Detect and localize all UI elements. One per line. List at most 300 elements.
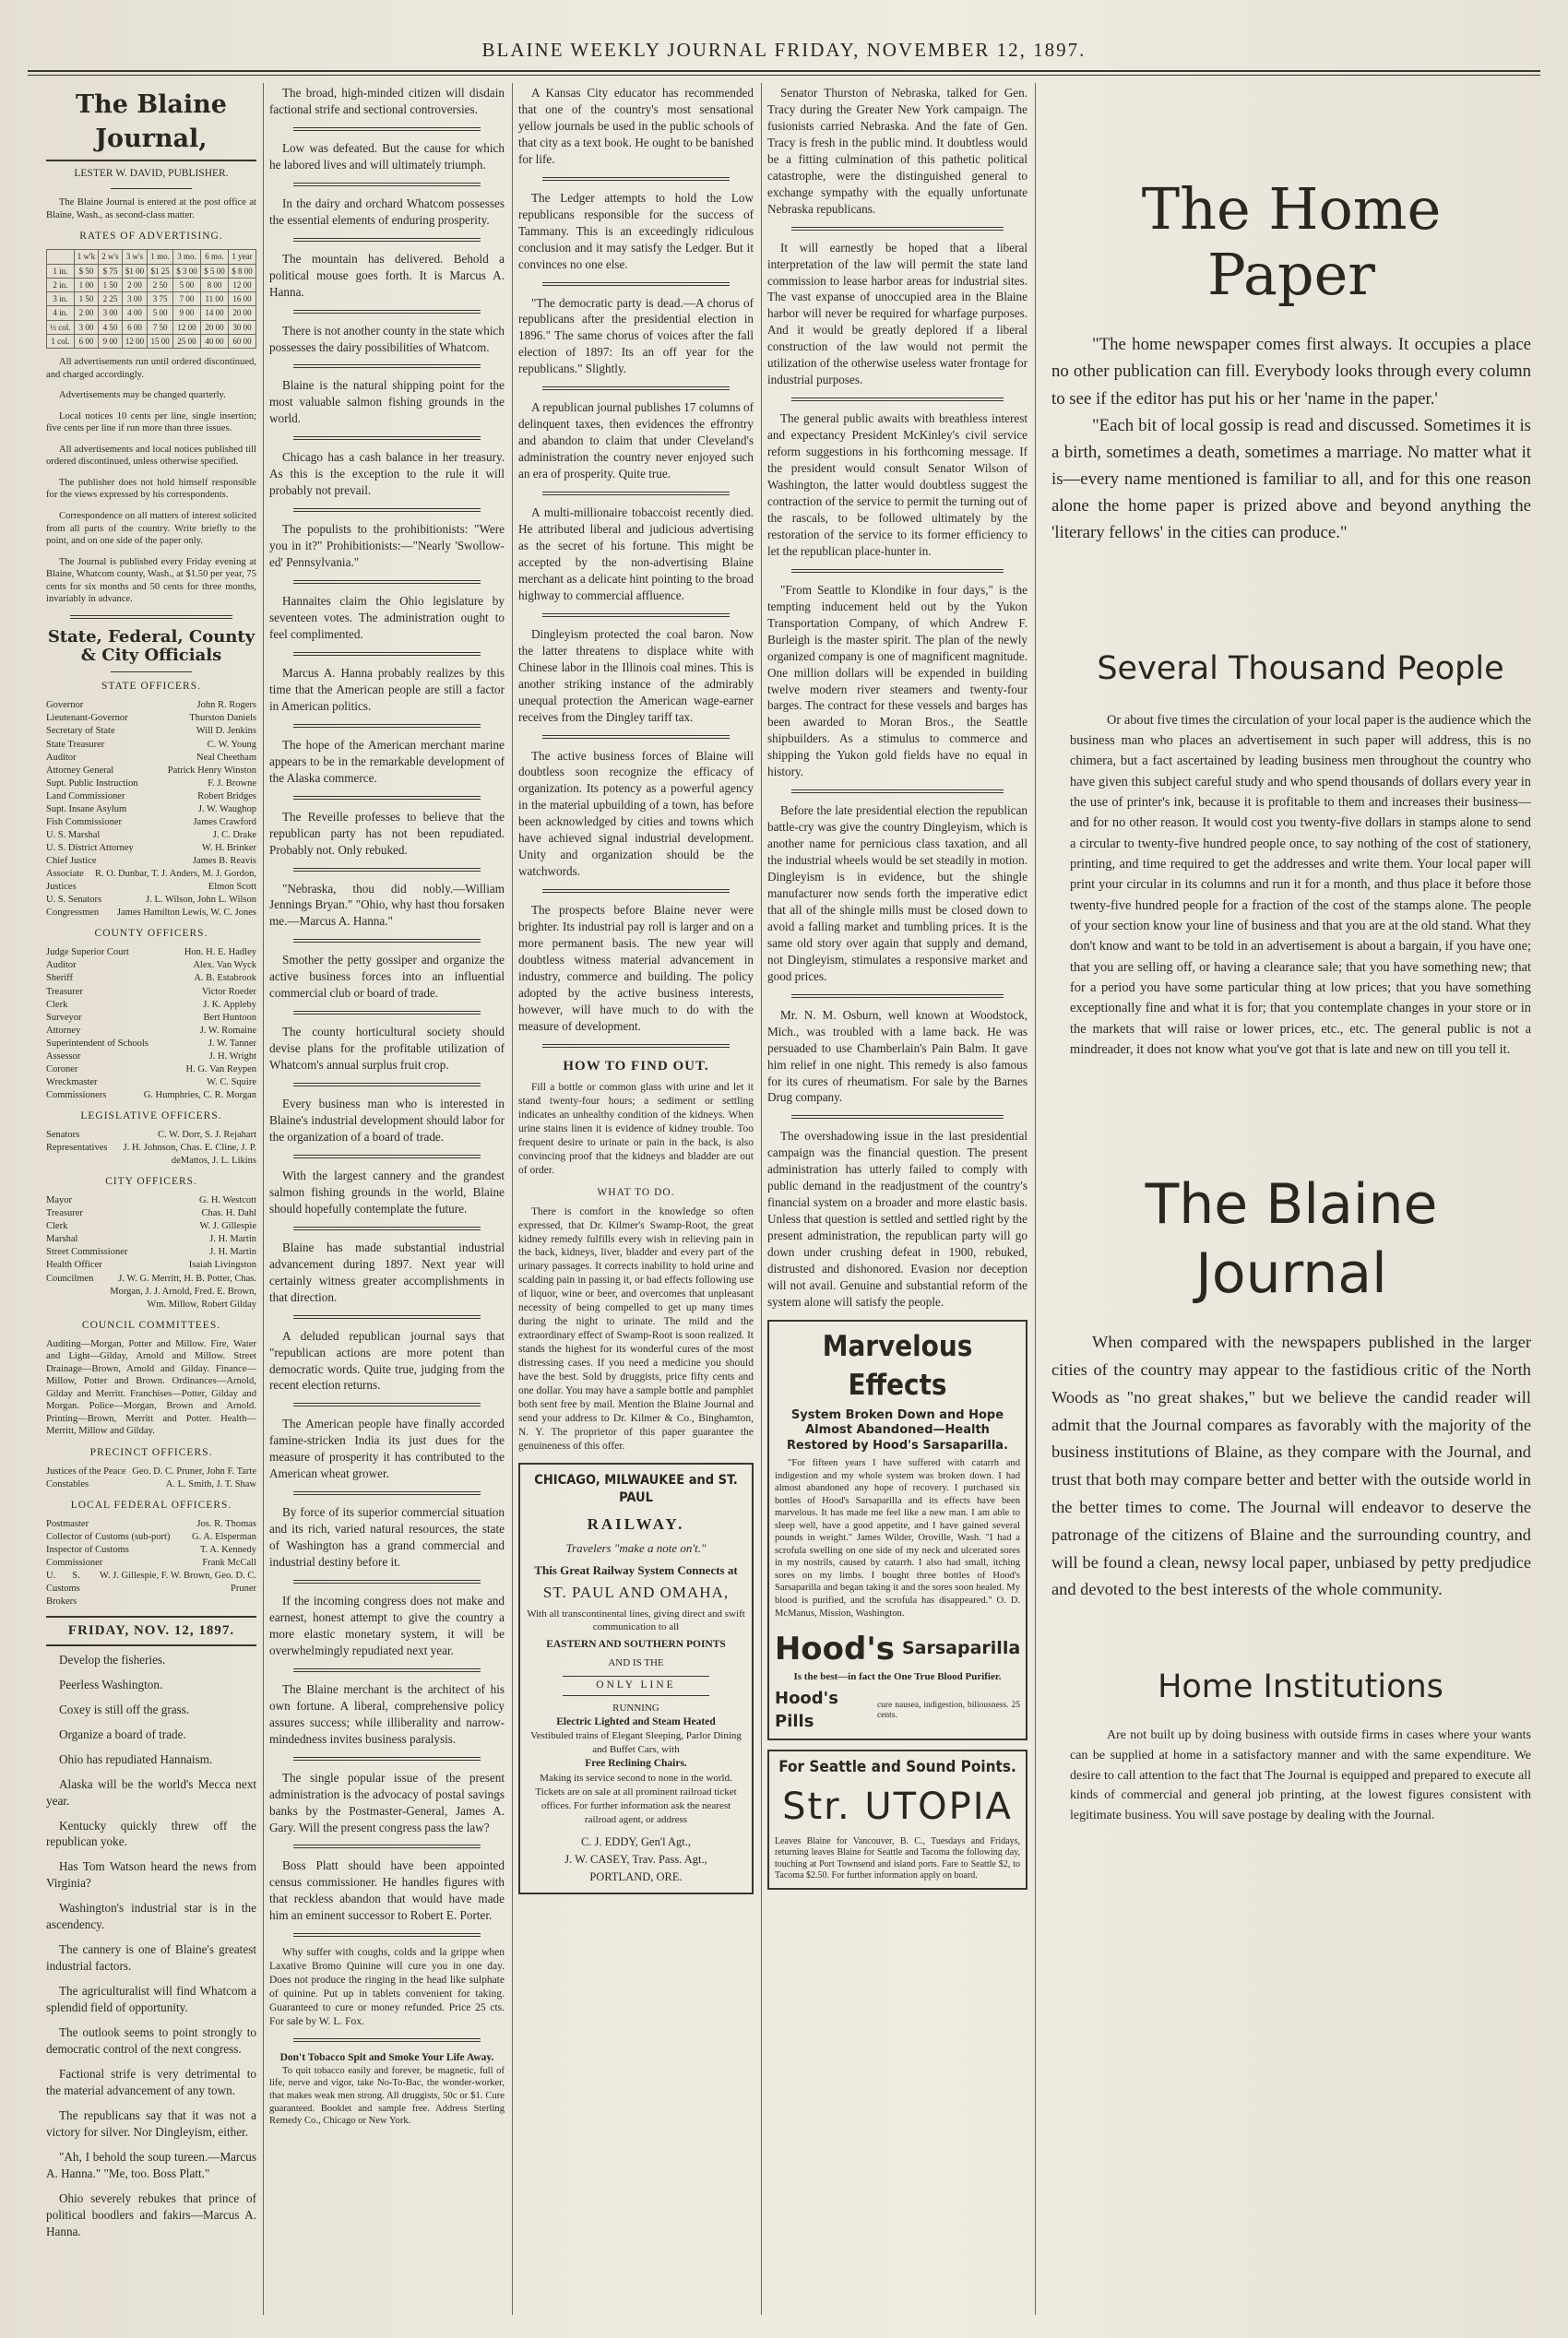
editorial-item: Chicago has a cash balance in her treasury. As this is the exception to the rule it will probably not prevail. xyxy=(269,450,505,498)
rates-cell: 9 00 xyxy=(173,306,201,320)
column-rule xyxy=(761,83,762,2315)
separator xyxy=(293,652,481,656)
officer-name: Robert Bridges xyxy=(197,790,256,801)
officer-role: Supt. Insane Asylum xyxy=(46,803,127,814)
officer-role: Associate Justices xyxy=(46,869,84,893)
rates-cell: 1 col. xyxy=(47,334,75,348)
rates-cell: 1 in. xyxy=(47,264,75,278)
rates-header-row xyxy=(47,250,256,264)
editorial-item: Blaine is the natural shipping point for the most valuable salmon fishing grounds in the world. xyxy=(269,378,505,426)
column-rule xyxy=(263,83,264,2315)
county-officers-title: COUNTY OFFICERS. xyxy=(94,928,208,940)
rule-text: The publisher does not hold himself responsible for the views expressed by his correspondents. xyxy=(46,477,256,501)
editorial-item: Blaine has made substantial industrial advancement during 1897. Next year will certainly witness greater accomplishments in that direction. xyxy=(269,1240,505,1304)
officer-row xyxy=(46,907,256,920)
separator xyxy=(293,1491,481,1495)
editorial-item: Smother the petty gossiper and organize the active business forces into an influential commercial club or board of trade. xyxy=(269,953,505,1001)
separator xyxy=(293,939,481,943)
find-out-body: Fill a bottle or common glass with urine and let it stand twenty-four hours; a sediment or settling indicates an unhealthy condition of the kidneys. When urine stains linen it is evidence of kidney trouble. Too frequent desire to urinate or pain in the back, is also convincing proof that the kidneys and bladder are out of order. xyxy=(518,1082,754,1176)
rates-cell: 8 00 xyxy=(201,278,229,291)
editorial-item: If the incoming congress does not make and earnest, honest attempt to give the country a more elastic monetary system, it will be overwhelmingly repudiated next year. xyxy=(269,1594,505,1657)
blaine-journal-body xyxy=(1051,1329,1531,1604)
officer-role: Treasurer xyxy=(46,1208,83,1219)
officer-name: J. W. Waughop xyxy=(197,803,256,814)
rates-cell: $ 50 xyxy=(74,264,99,278)
state-officers-list xyxy=(46,699,256,920)
officer-role: Clerk xyxy=(46,999,68,1010)
rates-cell: 2 25 xyxy=(99,292,122,306)
separator xyxy=(293,364,481,368)
railway-vestibuled: Vestibuled trains of Elegant Sleeping, Parlor Dining and Buffet Cars, with xyxy=(530,1730,742,1756)
officer-role: U. S. Marshal xyxy=(46,829,101,840)
officer-name: J. H. Martin xyxy=(209,1247,256,1258)
separator xyxy=(293,1315,481,1319)
utopia-body: Leaves Blaine for Vancouver, B. C., Tuesdays and Fridays, returning leaves Blaine for Seattle and Tacoma the following day, touching at Port Townsend and island ports. Fare to Seattle $2, to Tacoma $2.50. For further information apply on board. xyxy=(775,1835,1020,1881)
officer-row xyxy=(46,1129,256,1142)
officer-name: J. W. Tanner xyxy=(208,1038,256,1049)
separator xyxy=(542,177,730,181)
separator xyxy=(293,580,481,584)
rates-header: 1 w'k xyxy=(74,250,99,264)
rates-cell: 3 00 xyxy=(99,306,122,320)
rates-cell: 9 00 xyxy=(99,334,122,348)
rates-cell: 5 00 xyxy=(148,306,173,320)
editorial-item: Every business man who is interested in Blaine's industrial development should labor for the organization of a board of trade. xyxy=(269,1097,505,1144)
officer-role: Attorney General xyxy=(46,765,114,776)
officer-row xyxy=(46,1038,256,1050)
column-4 xyxy=(767,85,1028,2308)
editorial-item: Dingleyism protected the coal baron. Now the latter threatens to displace white with Chinese labor in the Illinois coal mines. This is another striking instance of the admirably unequal protection the American wage-earner receives from the Dingley tariff tax. xyxy=(518,626,754,724)
state-officers-title: STATE OFFICERS. xyxy=(101,681,202,693)
officer-role: Wreckmaster xyxy=(46,1076,98,1087)
editorial-item: A republican journal publishes 17 columns of delinquent taxes, then evidences the effrontry and abandon to claim that under Cleveland's administration the country never enjoyed such an era of prosperity. Quite true. xyxy=(518,400,754,481)
rates-header: 1 mo. xyxy=(148,250,173,264)
editorial-item: With the largest cannery and the grandest salmon fishing grounds in the world, Blaine should hopefully contemplate the future. xyxy=(269,1168,505,1216)
rates-cell: 40 00 xyxy=(201,334,229,348)
news-item: Alaska will be the world's Mecca next year. xyxy=(46,1776,256,1808)
publisher-line: LESTER W. DAVID, PUBLISHER. xyxy=(74,168,229,180)
officer-row xyxy=(46,986,256,999)
editorial-item: Senator Thurston of Nebraska, talked for Gen. Tracy during the Greater New York campaign. The fusionists carried Nebraska. And the fate of Gen. Tracy is fresh in the public mind. It doubtless would be a fitting culmination of this pathetic political catastrophe, were the distinguished general to exchange sympathy with the equally unfortunate Nebraska republicans. xyxy=(767,86,1028,216)
home-paper-body xyxy=(1051,331,1531,546)
officer-role: Assessor xyxy=(46,1050,81,1062)
rates-cell: 20 00 xyxy=(228,306,255,320)
editorial-item: Boss Platt should have been appointed census commissioner. He handles figures with that reckless abandon that would have made him an eminent successor to Robert E. Porter. xyxy=(269,1858,505,1923)
officer-name: G. A. Elsperman xyxy=(192,1532,256,1543)
news-item: "Ah, I behold the soup tureen.—Marcus A. Hanna." "Me, too. Boss Platt." xyxy=(46,2149,256,2180)
separator xyxy=(293,127,481,131)
officer-role: Councilmen xyxy=(46,1273,94,1284)
officer-row xyxy=(46,1063,256,1076)
officer-row xyxy=(46,1478,256,1491)
officer-role: Commissioner xyxy=(46,1558,103,1569)
officer-name: W. J. Gillespie, F. W. Brown, Geo. D. C. Pruner xyxy=(100,1571,256,1595)
separator xyxy=(293,310,481,314)
editorial-item: A Kansas City educator has recommended that one of the country's most sensational yellow journals be used in the public schools of that city as a text book. He ought to be banished for life. xyxy=(518,86,754,166)
separator xyxy=(293,1933,481,1937)
officials-title: State, Federal, County & City Officials xyxy=(47,626,255,665)
rule-text: The Journal is published every Friday evening at Blaine, Whatcom county, Wash., at $1.50 per year, 75 cents for six months and 50 cents for three months, invariably in advance. xyxy=(46,556,256,605)
railway-with: With all transcontinental lines, giving direct and swift communication to all xyxy=(527,1608,745,1633)
officer-role: Commissioners xyxy=(46,1090,107,1101)
officer-name: Bert Huntoon xyxy=(203,1012,256,1023)
news-item: The outlook seems to point strongly to democratic control of the next congress. xyxy=(46,2025,256,2056)
home-institutions-para: Are not built up by doing business with outside firms in cases where your wants can be supplied at home in a satisfactory manner and with the same expenditure. We desire to call attention to the fact that The Journal is equipped and prepared to execute all kinds of commercial and general job printing, at the lowest figures consistent with legitimate business. You will save postage by dealing with the Journal. xyxy=(1070,1728,1531,1823)
rates-cell: $1 25 xyxy=(148,264,173,278)
find-out-title: HOW TO FIND OUT. xyxy=(563,1058,709,1074)
officer-role: Health Officer xyxy=(46,1260,102,1271)
officer-role: Mayor xyxy=(46,1195,72,1206)
separator xyxy=(542,1044,730,1048)
officer-name: Frank McCall xyxy=(202,1558,256,1569)
officer-name: Neal Cheetham xyxy=(196,752,256,763)
officer-name: John R. Rogers xyxy=(196,700,256,711)
editorial-item: The Ledger attempts to hold the Low republicans responsible for the success of Tammany. This is an exceedingly ridiculous conclusion and it may satisfy the Ledger. But it convinces no one else. xyxy=(518,190,754,271)
separator xyxy=(293,724,481,728)
officer-row xyxy=(46,946,256,959)
officer-name: G. H. Westcott xyxy=(199,1195,256,1206)
officer-name: C. W. Young xyxy=(207,739,256,750)
officer-row xyxy=(46,1466,256,1478)
editorial-item: By force of its superior commercial situation and its rich, varied natural resources, the state of Washington has a grand commercial and industrial destiny before it. xyxy=(269,1505,505,1570)
separator xyxy=(293,1580,481,1584)
officer-role: Congressmen xyxy=(46,908,100,919)
home-paper-heading: The Home Paper xyxy=(1141,175,1442,308)
rates-cell: 2 00 xyxy=(122,278,148,291)
home-paper-para: "The home newspaper comes first always. It occupies a place no other publication can fill. Everybody looks through every column to see if the editor has put his or her 'name in the paper.' xyxy=(1051,335,1531,409)
officer-role: Auditor xyxy=(46,752,77,763)
home-paper-para: "Each bit of local gossip is read and discussed. Sometimes it is a birth, sometimes a death, sometimes a marriage. No matter what it is—every name mentioned is familiar to all, and for this one reason alone the home paper is prized above and beyond anything the 'literary fellows' in the cities can produce." xyxy=(1051,415,1531,543)
legislative-officers-title: LEGISLATIVE OFFICERS. xyxy=(80,1110,222,1122)
several-thousand-para: Or about five times the circulation of your local paper is the audience which the business man who places an advertisement in such paper will address, this is no chimera, but a fact ascertained by leading business men throughout the country who have given this subject careful study and who spend thousands of dollars every year in the use of printer's ink, because it is profitable to them and increases their business—and for no other reason. It would cost you twenty-five dollars in stamps alone to send a circular to twenty-five hundred people once, to say nothing of the cost of stationery, printing, and time required to get the addresses and write them. Your local paper will print your circular in its columns and run it for a month, and thus place it before those twenty-five hundred people for a fraction of the cost of the stamps alone. The people of your section know your line of business and that you are at the old stand. What they don't know and want to be told in an advertisement is about a bargain, if you have one; that you are selling off, or having a clearance sale; that you have something new; that for a period you have some particular thing at low prices; that you have something exceptionally fine and what it is for; that you contemplate changes in your store or in the markets that will raise or lower prices, etc., etc. The general public is not a mindreader, it does not know what you've got that is late and new on till you tell it. xyxy=(1070,712,1531,1057)
rates-header: 2 w's xyxy=(99,250,122,264)
officer-name: Victor Roeder xyxy=(201,986,256,997)
hoods-brand-name: Hood's xyxy=(774,1631,895,1668)
officer-name: J. C. Drake xyxy=(212,829,256,840)
officer-role: Marshal xyxy=(46,1234,78,1245)
rule-text: Advertisements may be changed quarterly. xyxy=(59,390,226,401)
officer-name: R. O. Dunbar, T. J. Anders, M. J. Gordon, Elmon Scott xyxy=(94,869,256,893)
editorial-item: Hannaites claim the Ohio legislature by seventeen votes. The administration ought to feel complimented. xyxy=(269,594,505,641)
officer-role: Inspector of Customs xyxy=(46,1545,129,1556)
separator xyxy=(293,436,481,440)
separator xyxy=(293,1011,481,1015)
officer-role: Fish Commissioner xyxy=(46,816,122,827)
hoods-ad-subtitle: System Broken Down and Hope Almost Abandoned—Health Restored by Hood's Sarsaparilla. xyxy=(787,1408,1008,1453)
officer-role: Governor xyxy=(46,700,84,711)
hoods-pills-note: cure nausea, indigestion, biliousness. 25 cents. xyxy=(876,1700,1020,1720)
rates-cell: 16 00 xyxy=(228,292,255,306)
hoods-brand-product: Sarsaparilla xyxy=(902,1638,1021,1659)
editorial-item: The overshadowing issue in the last presidential campaign was the financial question. The present administration has utterly failed to comply with public demand in the readjustment of the country's financial system on a broader and more elastic basis. Unless that question is settled and settled right by the present administration, the republican party will go down under crushing defeat in 1900, rebuked, distrusted and dishonored. Evasion nor deception will not avail. Genuine and substantial reform of the system alone will satisfy the people. xyxy=(767,1129,1028,1309)
officer-name: Chas. H. Dahl xyxy=(201,1208,256,1219)
railway-chairs: Free Reclining Chairs. xyxy=(585,1758,687,1770)
officer-row xyxy=(46,1050,256,1063)
hoods-pills-name: Hood's Pills xyxy=(775,1689,838,1731)
separator xyxy=(293,1155,481,1158)
officer-name: J. H. Johnson, Chas. E. Cline, J. P. deMattos, J. L. Likins xyxy=(123,1143,256,1167)
editorial-item: The hope of the American merchant marine appears to be in the remarkable development of the Alaska commerce. xyxy=(269,737,505,785)
editorial-item: The broad, high-minded citizen will disdain factional strife and sectional controversies. xyxy=(269,86,505,116)
officer-row xyxy=(46,868,256,894)
officer-row xyxy=(46,894,256,907)
separator xyxy=(542,492,730,495)
blaine-journal-para: When compared with the newspapers published in the larger cities of the country may appear to the fastidious critic of the North Woods as "no great shakes," but we believe the candid reader will admit that the Journal compares as favorably with the majority of the business institutions of Blaine, as they compare with the Journal, and trust that both may compare better and better with the outside world in the better times to come. The Journal will endeavor to deserve the patronage of the citizens of Blaine and the surrounding country, and will be found a clean, newsy local paper, unbiased by petty predjudice and devoted to the best interests of the whole community. xyxy=(1051,1333,1531,1599)
officer-role: Justices of the Peace xyxy=(46,1466,126,1477)
officer-name: Alex. Van Wyck xyxy=(193,960,256,971)
officer-name: G. Humphries, C. R. Morgan xyxy=(143,1090,256,1101)
hoods-best: Is the best—in fact the One True Blood Purifier. xyxy=(793,1671,1002,1683)
committees-text: Auditing—Morgan, Potter and Millow. Fire, Water and Light—Gilday, Arnold and Millow. Street Drainage—Brown, Arnold and Gilday. Finance—Millow, Potter and Brown. Ordinances—Arnold, Gilday and Merritt. Franchises—Potter, Gilday and Morgan. Police—Morgan, Brown and Arnold. Printing—Brown, Merritt and Potter. Health—Merritt, Millow and Gilday. xyxy=(46,1338,256,1437)
rates-cell: 2 50 xyxy=(148,278,173,291)
what-to-do-body: There is comfort in the knowledge so often expressed, that Dr. Kilmer's Swamp-Root, the great kidney remedy fulfills every wish in relieving pain in the back, kidneys, liver, bladder and every part of the urinary passages. It corrects inability to hold urine and scalding pain in passing it, or bad effects following use of liquor, wine or beer, and overcomes that unpleasant necessity of being compelled to get up many times during the night to urinate. The mild and the extraordinary effect of Swamp-Root is soon realized. It stands the highest for its wonderful cures of the most distressing cases. If you need a medicine you should have the best. Sold by druggists, price fifty cents and one dollar. You may have a sample bottle and pamphlet both sent free by mail. Mention the Blaine Journal and send your address to Dr. Kilmer & Co., Binghamton, N. Y. The proprietor of this paper guarantee the genuineness of this offer. xyxy=(518,1205,754,1452)
officer-name: J. W. G. Merritt, H. B. Potter, Chas. Morgan, J. J. Arnold, Fred. E. Brown, Wm. Millow, Robert Gilday xyxy=(110,1273,256,1310)
rates-cell: $ 3 00 xyxy=(173,264,201,278)
editorial-item: The mountain has delivered. Behold a political mouse goes forth. It is Marcus A. Hanna. xyxy=(269,251,505,299)
railway-word: RAILWAY. xyxy=(587,1514,685,1533)
rates-cell: 6 00 xyxy=(122,320,148,334)
officer-role: Superintendent of Schools xyxy=(46,1038,148,1049)
officer-role: U. S. Senators xyxy=(46,895,102,906)
rates-cell: $ 8 00 xyxy=(228,264,255,278)
what-to-do-title: WHAT TO DO. xyxy=(597,1186,675,1198)
officer-role: Judge Superior Court xyxy=(46,947,129,958)
railway-great: This Great Railway System Connects at xyxy=(534,1562,738,1577)
rates-row xyxy=(47,334,256,348)
county-officers-list xyxy=(46,946,256,1102)
rates-header: 3 mo. xyxy=(173,250,201,264)
officer-role: Chief Justice xyxy=(46,856,97,867)
officer-row xyxy=(46,725,256,738)
editorial-item: A deluded republican journal says that "republican actions are more potent than democratic words. Quite true, judging from the recent election returns. xyxy=(269,1328,505,1393)
officer-role: Postmaster xyxy=(46,1519,89,1530)
officer-row xyxy=(46,1531,256,1544)
separator xyxy=(111,671,192,672)
officer-role: Land Commissioner xyxy=(46,790,125,801)
editorial-item: Low was defeated. But the cause for which he labored lives and will ultimately triumph. xyxy=(269,140,505,172)
separator xyxy=(293,1845,481,1848)
officer-row xyxy=(46,829,256,842)
news-item: Washington's industrial star is in the ascendency. xyxy=(46,1901,256,1932)
column-rule xyxy=(512,83,513,2315)
rates-cell: $ 75 xyxy=(99,264,122,278)
officer-name: T. A. Kennedy xyxy=(199,1545,256,1556)
editorial-item: The general public awaits with breathless interest and expectancy President McKinley's civil service reform suggestions in his forthcoming message. If the president would consult Senator Wilson of Washington, the latter would doubtless suggest the contraction of the service to permit the turning out of the rascals, to be followed ultimately by the restoration of the service to its former efficiency to let the republican place-hunter in. xyxy=(767,411,1028,558)
bromo-quinine-notice: Why suffer with coughs, colds and la grippe when Laxative Bromo Quinine will cure you in one day. Does not produce the ringing in the head like sulphate of quinine. Put up in tablets convenient for taking. Guaranteed to cure or money refunded. Price 25 cts. For sale by W. L. Fox. xyxy=(269,1947,505,2027)
separator xyxy=(791,1115,1004,1119)
officer-row xyxy=(46,1273,256,1311)
officer-row xyxy=(46,999,256,1012)
officer-role: Auditor xyxy=(46,960,77,971)
editorial-item: The Blaine merchant is the architect of his own fortune. A liberal, comprehensive policy assures success; while illiberality and narrow-mindedness invites business paralysis. xyxy=(269,1681,505,1746)
entry-notice: The Blaine Journal is entered at the post office at Blaine, Wash., as second-class matter. xyxy=(46,197,256,220)
separator xyxy=(293,1757,481,1761)
rates-cell: 5 00 xyxy=(173,278,201,291)
railway-agent-2: J. W. CASEY, Trav. Pass. Agt., xyxy=(564,1852,707,1866)
precinct-officers-title: PRECINCT OFFICERS. xyxy=(89,1447,213,1459)
officer-name: J. L. Wilson, John L. Wilson xyxy=(146,895,256,906)
separator xyxy=(293,508,481,512)
officer-name: H. G. Van Reypen xyxy=(185,1063,256,1074)
officer-role: Surveyor xyxy=(46,1012,82,1023)
officer-name: Hon. H. E. Hadley xyxy=(184,947,256,958)
rates-header xyxy=(47,250,75,264)
rule-text: Local notices 10 cents per line, single insertion; five cents per line if run more than three issues. xyxy=(46,410,256,434)
rates-cell: 4 50 xyxy=(99,320,122,334)
separator xyxy=(293,1227,481,1230)
rates-cell: 7 50 xyxy=(148,320,173,334)
separator xyxy=(791,227,1004,231)
separator xyxy=(293,183,481,186)
officer-role: Clerk xyxy=(46,1221,68,1232)
rates-cell: 12 00 xyxy=(173,320,201,334)
several-thousand-body xyxy=(1051,710,1531,1061)
masthead: BLAINE WEEKLY JOURNAL FRIDAY, NOVEMBER 12, 1897. xyxy=(481,39,1087,61)
rates-row xyxy=(47,264,256,278)
officer-name: James B. Reavis xyxy=(192,856,256,867)
federal-officers-title: LOCAL FEDERAL OFFICERS. xyxy=(70,1500,232,1512)
rates-cell: 4 in. xyxy=(47,306,75,320)
officer-name: J. H. Wright xyxy=(208,1050,256,1062)
blaine-journal-heading: The Blaine Journal xyxy=(1145,1172,1438,1307)
officer-row xyxy=(46,739,256,752)
editorial-item: There is not another county in the state which possesses the dairy possibilities of Whatcom. xyxy=(269,323,505,354)
officer-role: Treasurer xyxy=(46,986,83,997)
editorial-item: A multi-millionaire tobaccoist recently died. He attributed liberal and judicious advertising as the secret of his fortune. This might be accepted by the non-advertising Blaine merchant as a delicate hint pointing to the broad highway to commercial affluence. xyxy=(518,505,754,602)
separator xyxy=(542,386,730,390)
officer-row xyxy=(46,1012,256,1025)
separator xyxy=(791,398,1004,401)
officer-name: W. H. Brinker xyxy=(201,843,256,854)
committees-title: COUNCIL COMMITTEES. xyxy=(81,1319,221,1331)
officer-name: W. J. Gillespie xyxy=(199,1221,256,1232)
rates-cell: 11 00 xyxy=(201,292,229,306)
news-item: Coxey is still off the grass. xyxy=(59,1702,190,1716)
news-item: Organize a board of trade. xyxy=(59,1727,186,1741)
separator xyxy=(542,282,730,286)
rates-header: 3 w's xyxy=(122,250,148,264)
utopia-ad xyxy=(767,1750,1028,1890)
rates-cell: 15 00 xyxy=(148,334,173,348)
rates-cell: 2 00 xyxy=(74,306,99,320)
officer-row xyxy=(46,1233,256,1246)
officer-name: C. W. Dorr, S. J. Rejahart xyxy=(158,1130,256,1141)
officer-name: J. W. Romaine xyxy=(199,1025,256,1036)
news-item: The republicans say that it was not a victory for silver. Nor Dingleyism, either. xyxy=(46,2107,256,2139)
officer-name: Jos. R. Thomas xyxy=(196,1519,256,1530)
officer-role: Constables xyxy=(46,1479,89,1490)
rates-cell: 6 00 xyxy=(74,334,99,348)
news-item: Ohio has repudiated Hannaism. xyxy=(59,1751,213,1766)
officer-row xyxy=(46,1570,256,1608)
editorial-item: "The democratic party is dead.—A chorus of republicans after the presidential election in 1896." The same chorus of voices after the fall election of 1897: Its an off year for the republicans." Slightly. xyxy=(518,295,754,376)
rates-cell: $1 00 xyxy=(122,264,148,278)
officer-name: A. L. Smith, J. T. Shaw xyxy=(165,1479,256,1490)
news-item: The agriculturalist will find Whatcom a splendid field of opportunity. xyxy=(46,1984,256,2015)
railway-title: CHICAGO, MILWAUKEE and ST. PAUL xyxy=(534,1472,738,1506)
news-item: Kentucky quickly threw off the republican yoke. xyxy=(46,1818,256,1849)
officer-row xyxy=(46,1544,256,1557)
separator xyxy=(293,1403,481,1406)
officer-row xyxy=(46,1089,256,1102)
railway-agent-1: C. J. EDDY, Gen'l Agt., xyxy=(580,1834,692,1848)
utopia-name: Str. UTOPIA xyxy=(782,1786,1013,1829)
rates-cell: 4 00 xyxy=(122,306,148,320)
column-1 xyxy=(46,85,256,2308)
separator xyxy=(791,569,1004,573)
railway-making: Making its service second to none in the world. Tickets are on sale at all prominent railroad ticket offices. For further information ask the nearest railroad agent, or address xyxy=(535,1772,737,1825)
news-item: Ohio severely rebukes that prince of political boodlers and fakirs—Marcus A. Hanna. xyxy=(46,2190,256,2238)
separator xyxy=(542,613,730,617)
officer-role: Senators xyxy=(46,1130,80,1141)
railway-points: EASTERN AND SOUTHERN POINTS xyxy=(546,1639,726,1651)
rates-cell: 7 00 xyxy=(173,292,201,306)
officer-role: Street Commissioner xyxy=(46,1247,128,1258)
officer-name: James Hamilton Lewis, W. C. Jones xyxy=(116,908,256,919)
separator xyxy=(542,889,730,893)
masthead-rule xyxy=(28,70,1540,76)
officer-role: Collector of Customs (sub-port) xyxy=(46,1532,171,1543)
editorial-item: In the dairy and orchard Whatcom possesses the essential elements of enduring prosperity. xyxy=(269,196,505,227)
hoods-ad-title: Marvelous Effects xyxy=(822,1329,973,1403)
column-rule xyxy=(1035,83,1036,2315)
editorial-item: Marcus A. Hanna probably realizes by this time that the American people are still a factor in American politics. xyxy=(269,665,505,713)
railway-only-line: ONLY LINE xyxy=(563,1676,709,1696)
officer-name: A. B. Estabrook xyxy=(194,973,256,984)
news-item: Factional strife is very detrimental to the material advancement of any town. xyxy=(46,2066,256,2097)
news-item: Develop the fisheries. xyxy=(59,1652,166,1667)
railway-and-is: AND IS THE xyxy=(608,1657,664,1669)
hoods-pills xyxy=(775,1688,1020,1733)
officer-row xyxy=(46,1025,256,1038)
officer-role: U. S. District Attorney xyxy=(46,843,134,854)
rates-cell: 60 00 xyxy=(228,334,255,348)
rates-cell: 1 50 xyxy=(74,292,99,306)
railway-electric: Electric Lighted and Steam Heated xyxy=(556,1715,716,1727)
hoods-ad xyxy=(767,1320,1028,1740)
rates-cell: 25 00 xyxy=(173,334,201,348)
editorial-item: Mr. N. M. Osburn, well known at Woodstock, Mich., was troubled with a lame back. He was persuaded to use Chamberlain's Pain Balm. It gave him relief in one night. This remedy is also famous for its cures of rheumatism. For sale by the Barnes Drug company. xyxy=(767,1007,1028,1105)
officer-row xyxy=(46,855,256,868)
officer-role: State Treasurer xyxy=(46,739,105,750)
railway-travelers: Travelers "make a note on't." xyxy=(565,1541,707,1556)
separator xyxy=(293,2038,481,2042)
officer-name: J. K. Appleby xyxy=(203,999,256,1010)
rates-cell: 14 00 xyxy=(201,306,229,320)
rates-title: RATES OF ADVERTISING. xyxy=(79,231,223,243)
separator xyxy=(791,789,1004,793)
railway-cities: ST. PAUL AND OMAHA, xyxy=(542,1584,730,1602)
rates-cell: 3 00 xyxy=(74,320,99,334)
officer-name: Geo. D. C. Pruner, John F. Tarte xyxy=(132,1466,256,1477)
officer-row xyxy=(46,712,256,725)
several-thousand-heading: Several Thousand People xyxy=(1097,650,1504,688)
officer-role: Lieutenant-Governor xyxy=(46,713,128,724)
right-column xyxy=(1051,85,1531,2317)
editorial-item: It will earnestly be hoped that a liberal interpretation of the law will permit the state land commission to lease harbor areas for industrial sites. The vast expanse of unoccupied area in the Blaine harbor will never be required for wharfage purposes. And it would be greatly deplored if a liberal construction of the law would not permit the utilization of the otherwise useless water frontage for industrial purposes. xyxy=(767,240,1028,387)
rule-text: Correspondence on all matters of interest solicited from all parts of the country. Write briefly to the point, and on one side of the paper only. xyxy=(46,510,256,547)
officer-row xyxy=(46,1076,256,1089)
home-institutions-heading: Home Institutions xyxy=(1158,1668,1443,1706)
editorial-item: The American people have finally accorded famine-stricken India its just dues for the measure of prosperity it has contributed to the American wheat grower. xyxy=(269,1417,505,1481)
separator xyxy=(542,735,730,739)
rates-header: 1 year xyxy=(228,250,255,264)
railway-city: PORTLAND, ORE. xyxy=(589,1869,683,1883)
rates-cell: 3 00 xyxy=(122,292,148,306)
officer-name: Thurston Daniels xyxy=(189,713,256,724)
officer-name: Isaiah Livingston xyxy=(188,1260,256,1271)
city-officers-title: CITY OFFICERS. xyxy=(105,1176,197,1188)
